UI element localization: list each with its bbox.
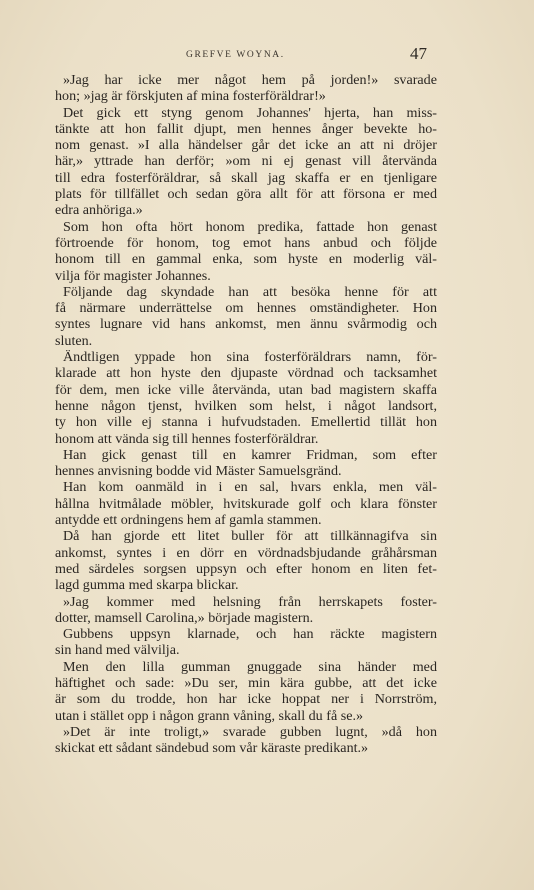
text-line: antydde ett ordningens hem af gamla stammen. xyxy=(55,512,322,529)
text-line: syntes lugnare vid hans ankomst, men ännu svårmodig och xyxy=(55,316,437,333)
text-line: få närmare underrättelse om hennes omständigheter. Hon xyxy=(55,300,437,317)
text-line: hon; »jag är förskjuten af mina fosterföräldrar!» xyxy=(55,88,326,105)
text-line: honom till en gammal enka, som hyste en moderlig väl- xyxy=(55,251,437,268)
page-number: 47 xyxy=(410,44,427,63)
text-line: till edra fosterföräldrar, så skall jag skaffa er en tjenligare xyxy=(55,169,437,186)
text-line: »Det är inte troligt,» svarade gubben lugnt, »då hon xyxy=(63,723,437,740)
text-line: »Jag kommer med helsning från herrskapets foster- xyxy=(63,593,437,610)
text-line: här,» yttrade han derför; »om ni ej genast vill återvända xyxy=(55,153,437,170)
text-line: Men den lilla gumman gnuggade sina händer med xyxy=(63,658,437,675)
text-line: förtroende för honom, tog emot hans anbud och följde xyxy=(55,234,437,251)
text-line: Följande dag skyndade han att besöka henne för att xyxy=(63,283,437,300)
text-line: plats för tillfället och sedan göra allt för att försona er med xyxy=(55,186,437,203)
text-line: edra anhöriga.» xyxy=(55,202,143,219)
text-line: ankomst, syntes i en dörr en vördnadsbjudande gråhårsman xyxy=(55,544,437,561)
text-line: ty hon ville ej stanna i hufvudstaden. Emellertid tillät hon xyxy=(55,414,437,431)
text-line: nom genast. »I alla händelser går det icke an att ni dröjer xyxy=(55,137,437,154)
text-line: klarade att hon hyste den djupaste vördnad och tacksamhet xyxy=(55,365,437,382)
text-line: hållna hvitmålade möbler, hvitskurade golf och klara fönster xyxy=(55,495,437,512)
text-line: vilja för magister Johannes. xyxy=(55,267,211,284)
text-line: hennes anvisning bodde vid Mäster Samuelsgränd. xyxy=(55,463,342,480)
text-line: Då han gjorde ett litet buller för att tillkännagifva sin xyxy=(63,528,437,545)
text-line: honom att vända sig till hennes fosterföräldrar. xyxy=(55,430,319,447)
text-line: dotter, mamsell Carolina,» började magistern. xyxy=(55,609,314,626)
text-line: Han gick genast till en kamrer Fridman, som efter xyxy=(63,446,437,463)
text-line: utan i stället opp i någon grann våning, skall du få se.» xyxy=(55,707,364,724)
running-head xyxy=(0,44,534,70)
text-line: Gubbens uppsyn klarnade, och han räckte magistern xyxy=(63,626,437,643)
text-line: sluten. xyxy=(55,332,93,349)
text-line: häftighet och sade: »Du ser, min kära gubbe, att det icke xyxy=(55,674,437,691)
text-line: »Jag har icke mer något hem på jorden!» svarade xyxy=(63,72,437,88)
text-line: är som du trodde, hon har icke hoppat ner i Norrström, xyxy=(55,691,437,708)
text-line: skickat ett sådant sändebud som vår käraste predikant.» xyxy=(55,740,369,757)
body-text xyxy=(55,72,437,756)
text-line: sin hand med välvilja. xyxy=(55,642,180,659)
text-line: henne någon tjenst, hvilken som helst, i något landsort, xyxy=(55,397,437,414)
text-line: Som hon ofta hört honom predika, fattade hon genast xyxy=(63,218,437,235)
text-line: Ändtligen yppade hon sina fosterföräldrars namn, för- xyxy=(63,349,437,366)
running-title: GREFVE WOYNA. xyxy=(186,50,285,60)
text-line: Han kom oanmäld in i en sal, hvars enkla, men väl- xyxy=(63,479,437,496)
text-line: med särdeles sorgsen uppsyn och efter honom en liten fet- xyxy=(55,560,437,577)
text-line: Det gick ett styng genom Johannes' hjerta, han miss- xyxy=(63,104,437,121)
text-line: tänkte att hon fallit djupt, men hennes ånger bevekte ho- xyxy=(55,120,437,137)
text-line: för dem, men icke ville återvända, utan bad magistern skaffa xyxy=(55,381,437,398)
text-line: lagd gumma med skarpa blickar. xyxy=(55,577,239,594)
